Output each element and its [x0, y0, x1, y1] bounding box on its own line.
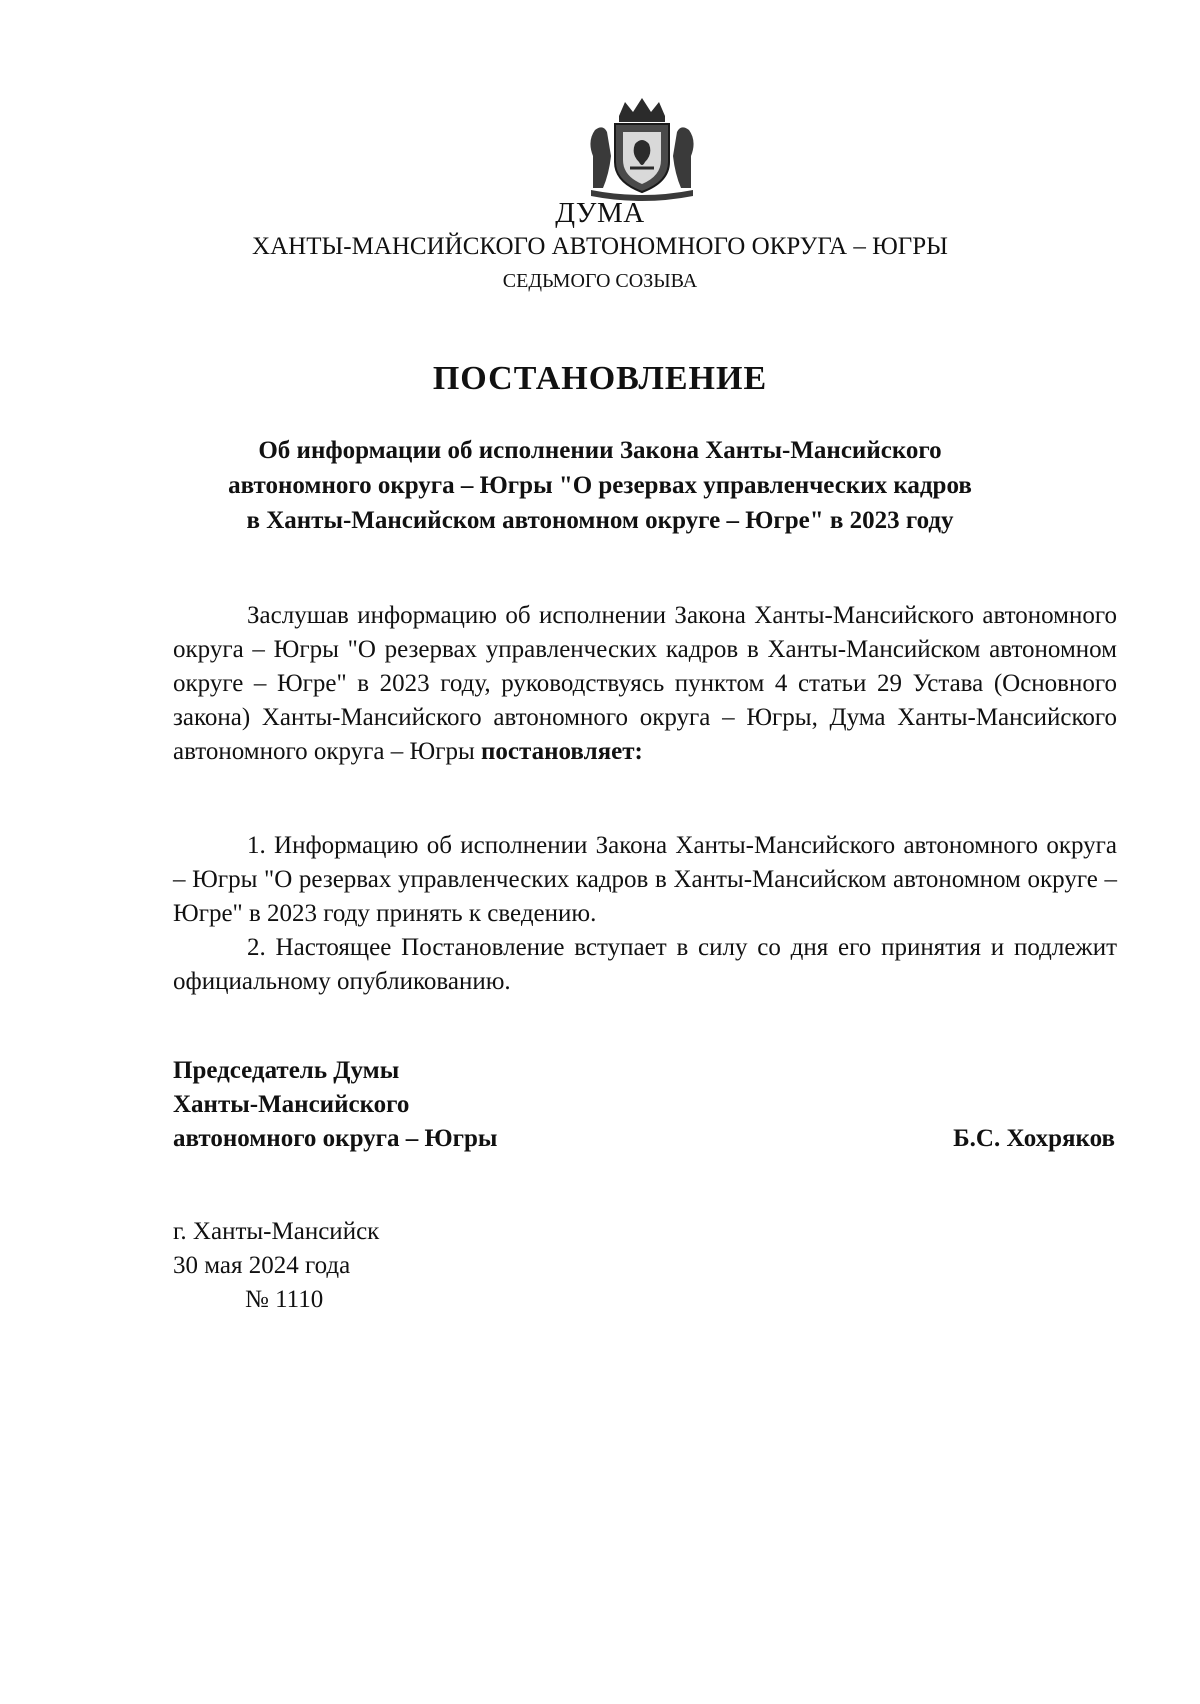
place-date-block	[173, 1215, 379, 1317]
position-line: автономного округа – Югры	[173, 1125, 498, 1152]
position-line: Ханты-Мансийского	[173, 1091, 410, 1118]
organization-title: ДУМА	[555, 197, 645, 229]
subject-line: Об информации об исполнении Закона Ханты-Мансийского	[258, 437, 942, 464]
date: 30 мая 2024 года	[173, 1252, 351, 1279]
place: г. Ханты-Мансийск	[173, 1218, 380, 1245]
resolution-item: 2. Настоящее Постановление вступает в силу со дня его принятия и подлежит официальному опубликованию.	[173, 934, 1117, 995]
subject-line: в Ханты-Мансийском автономном округе – Югре" в 2023 году	[246, 507, 954, 534]
subject-line: автономного округа – Югры "О резервах управленческих кадров	[228, 472, 972, 499]
region-title: ХАНТЫ-МАНСИЙСКОГО АВТОНОМНОГО ОКРУГА – ЮГРЫ	[252, 233, 948, 260]
coat-of-arms-icon	[583, 96, 701, 204]
convocation-label: СЕДЬМОГО СОЗЫВА	[502, 270, 698, 292]
position-line: Председатель Думы	[173, 1057, 400, 1084]
preamble-text: Заслушав информацию об исполнении Закона Ханты-Мансийского автономного округа – Югры "О резервах управленческих кадров в Ханты-Мансийском автономном округе – Югре" в 2023 году, руководствуясь пунктом 4 статьи 29 Устава (Основного закона) Ханты-Мансийского автономного округа – Югры, Дума Ханты-Мансийского автономного округа – Югры	[173, 602, 1117, 765]
preamble-paragraph	[173, 599, 1117, 769]
document-type-heading: ПОСТАНОВЛЕНИЕ	[432, 360, 768, 397]
resolves-keyword: постановляет:	[481, 738, 643, 765]
document-number: № 1110	[245, 1286, 324, 1313]
document-subject	[200, 433, 1000, 538]
resolution-item: 1. Информацию об исполнении Закона Ханты-Мансийского автономного округа – Югры "О резервах управленческих кадров в Ханты-Мансийском автономном округе – Югре" в 2023 году принять к сведению.	[173, 832, 1117, 927]
signatory-position	[173, 1054, 497, 1156]
signatory-name: Б.С. Хохряков	[953, 1125, 1115, 1152]
resolution-items	[173, 829, 1117, 999]
